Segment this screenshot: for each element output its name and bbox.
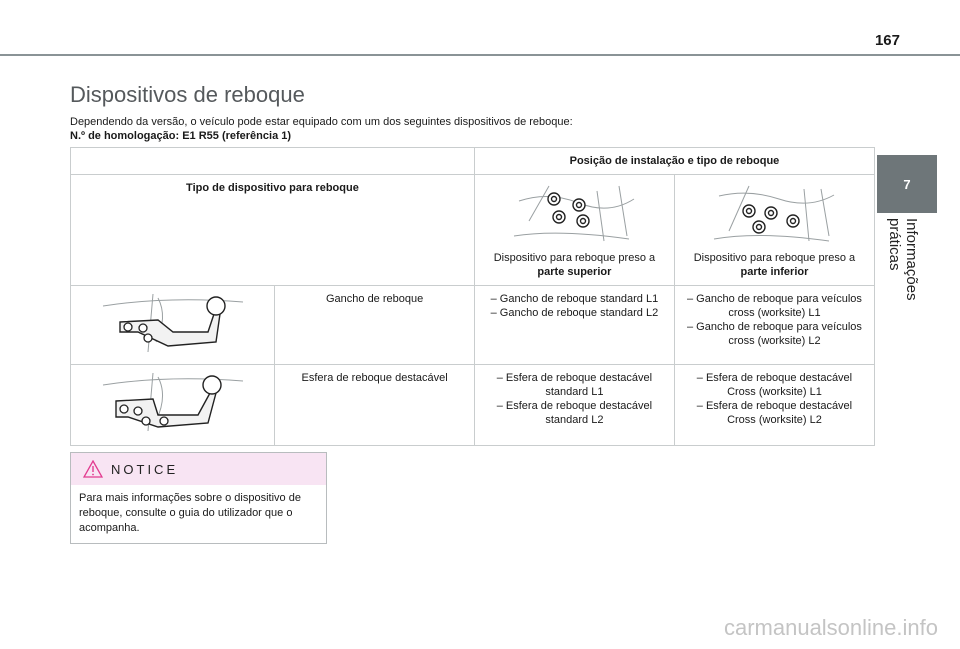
notice-box xyxy=(70,452,327,544)
list-item: – Esfera de reboque destacável Cross (worksite) L2 xyxy=(696,400,853,426)
notice-body: Para mais informações sobre o dispositivo de reboque, consulte o guia do utilizador que o acompanha. xyxy=(79,492,301,534)
towing-device-table xyxy=(70,147,875,446)
tow-ball-lower-list xyxy=(674,365,874,446)
lower-mount-illustration xyxy=(709,181,839,247)
list-item: – Esfera de reboque destacável standard L2 xyxy=(496,400,653,426)
list-item: – Gancho de reboque para veículos cross (worksite) L2 xyxy=(687,321,862,347)
homologation-text: N.º de homologação: E1 R55 (referência 1) xyxy=(70,130,292,142)
list-item: – Gancho de reboque standard L1 xyxy=(490,293,659,305)
lower-mount-cell xyxy=(674,175,874,286)
chapter-title: Informações práticas xyxy=(886,218,920,301)
position-header: Posição de instalação e tipo de reboque xyxy=(474,148,874,175)
header-rule xyxy=(0,54,960,56)
notice-header xyxy=(71,453,326,485)
tow-hook-illustration xyxy=(98,292,248,354)
warning-triangle-icon xyxy=(83,460,103,478)
page-title: Dispositivos de reboque xyxy=(70,82,305,107)
tow-hook-label: Gancho de reboque xyxy=(275,286,475,365)
tow-hook-lower-list xyxy=(674,286,874,365)
upper-mount-caption: Dispositivo para reboque preso a xyxy=(493,252,656,264)
type-header: Tipo de dispositivo para reboque xyxy=(71,175,475,286)
tow-hook-image-cell xyxy=(71,286,275,365)
upper-mount-illustration xyxy=(509,181,639,247)
chapter-tab[interactable]: 7 xyxy=(877,155,937,213)
lower-mount-caption: Dispositivo para reboque preso a xyxy=(693,252,856,264)
intro-text: Dependendo da versão, o veículo pode estar equipado com um dos seguintes dispositivos de reboque: xyxy=(70,116,573,128)
empty-header-cell xyxy=(71,148,475,175)
tow-ball-label: Esfera de reboque destacável xyxy=(275,365,475,446)
list-item: – Esfera de reboque destacável Cross (worksite) L1 xyxy=(696,372,853,398)
upper-mount-cell xyxy=(474,175,674,286)
list-item: – Esfera de reboque destacável standard L1 xyxy=(496,372,653,398)
upper-mount-caption-bold: parte superior xyxy=(537,266,612,278)
detachable-tow-ball-illustration xyxy=(98,371,248,433)
tow-ball-upper-list xyxy=(474,365,674,446)
watermark: carmanualsonline.info xyxy=(723,615,938,640)
list-item: – Gancho de reboque para veículos cross (worksite) L1 xyxy=(687,293,862,319)
tow-ball-image-cell xyxy=(71,365,275,446)
page-number: 167 xyxy=(874,32,900,49)
tow-hook-upper-list xyxy=(474,286,674,365)
list-item: – Gancho de reboque standard L2 xyxy=(490,307,659,319)
notice-title: NOTICE xyxy=(111,461,179,477)
lower-mount-caption-bold: parte inferior xyxy=(740,266,809,278)
